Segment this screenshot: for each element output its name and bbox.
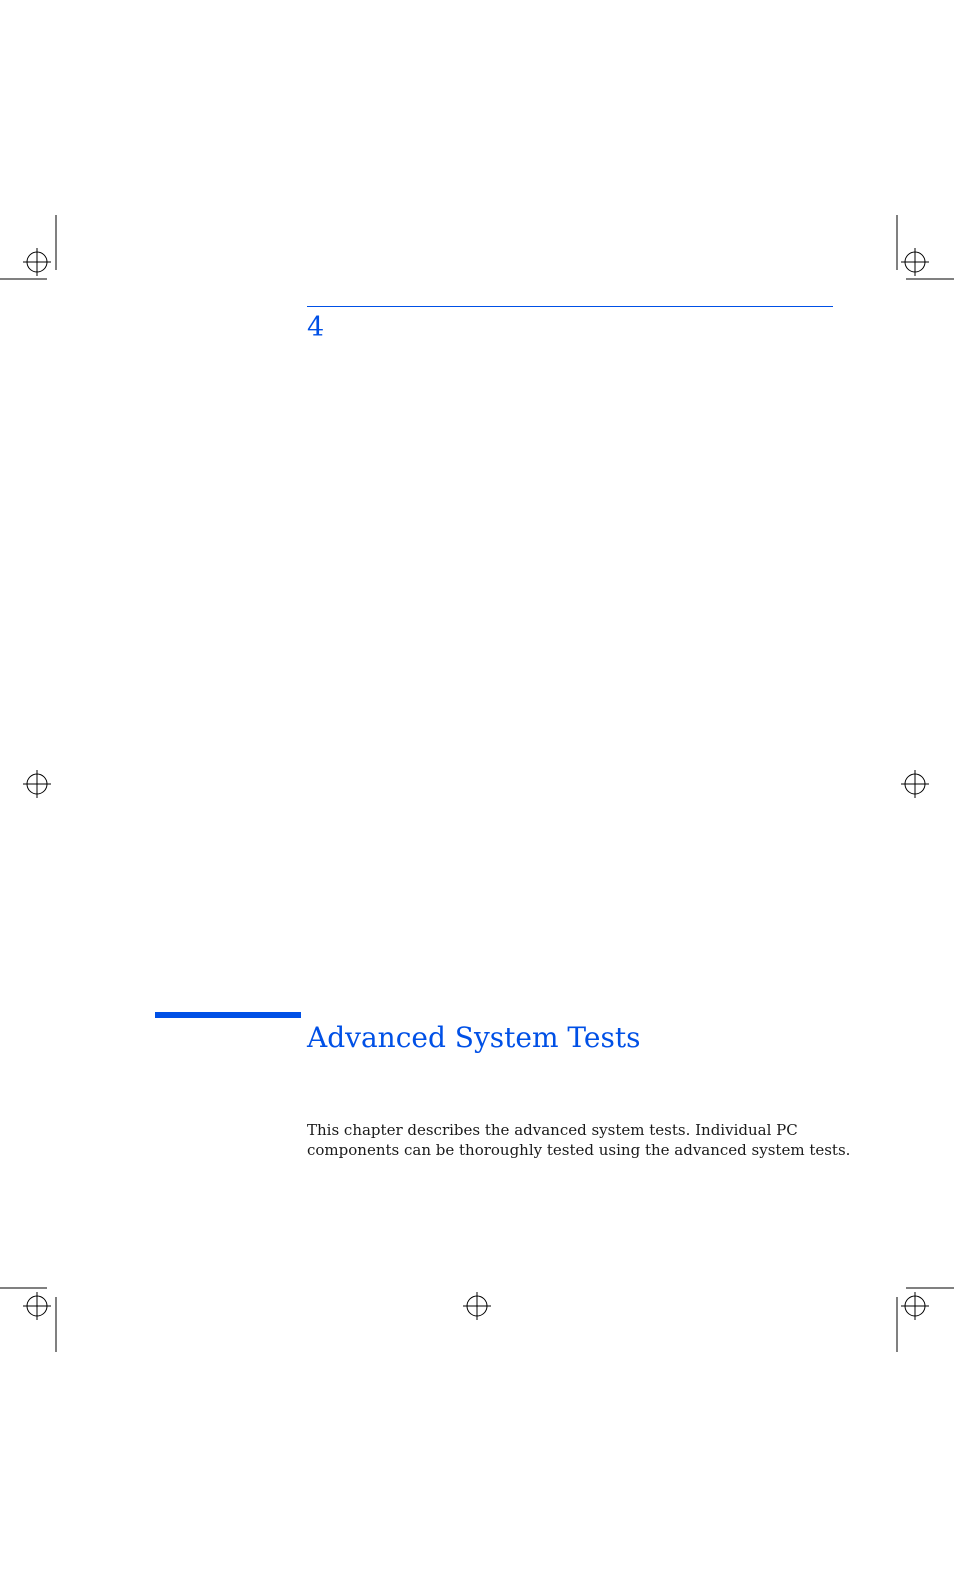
crop-mark-icon: [897, 1288, 954, 1352]
crosshair-circle-icon: [23, 248, 51, 276]
chapter-number: 4: [307, 312, 325, 343]
chapter-title: Advanced System Tests: [307, 1021, 641, 1054]
intro-line-1: This chapter describes the advanced system tests. Individual PC: [307, 1121, 798, 1139]
crosshair-circle-icon: [901, 248, 929, 276]
crosshair-circle-icon: [23, 1292, 51, 1320]
crosshair-circle-icon: [901, 770, 929, 798]
crop-mark-icon: [0, 1288, 56, 1352]
crop-mark-icon: [0, 215, 56, 279]
intro-paragraph: [307, 1120, 851, 1160]
crosshair-circle-icon: [23, 770, 51, 798]
crosshair-circle-icon: [463, 1292, 491, 1320]
intro-line-2: components can be thoroughly tested using the advanced system tests.: [307, 1141, 851, 1159]
crop-mark-icon: [897, 215, 954, 279]
title-accent-bar: [155, 1012, 301, 1018]
crosshair-circle-icon: [901, 1292, 929, 1320]
chapter-rule: [307, 306, 833, 307]
